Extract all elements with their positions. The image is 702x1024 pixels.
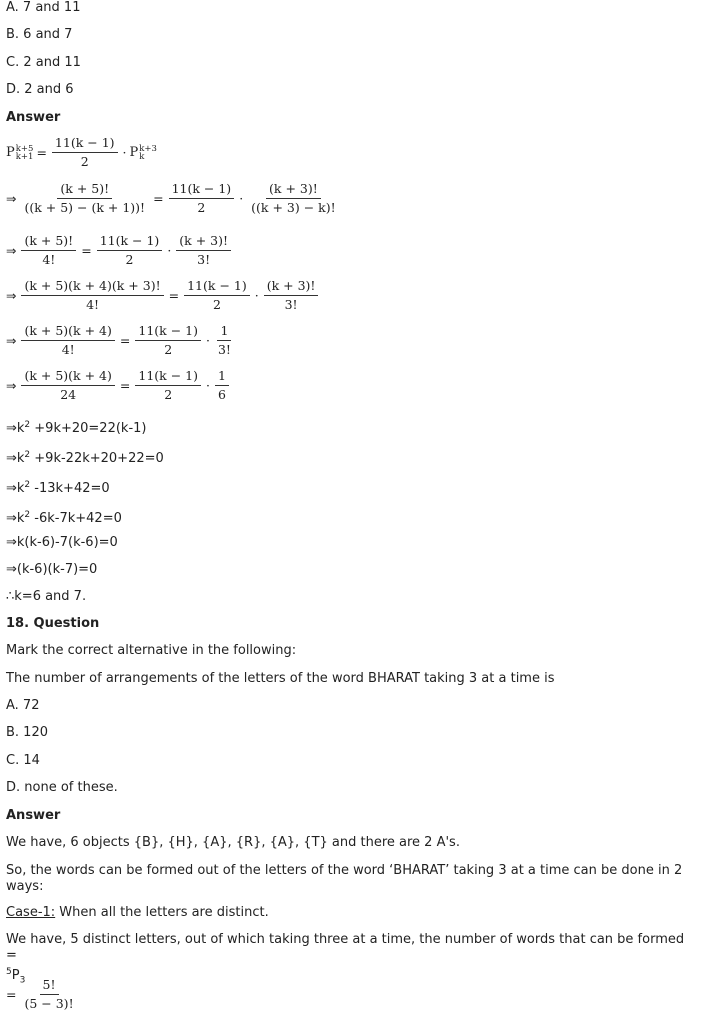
fraction-c — [215, 324, 234, 357]
fraction-b — [135, 324, 201, 357]
denominator: ((k + 5) − (k + 1))! — [24, 200, 146, 215]
equals-sign: = — [36, 145, 47, 160]
denominator: 3! — [217, 342, 231, 357]
option-b: B. 6 and 7 — [6, 27, 73, 42]
perm-notation: $^5P_3$ — [6, 967, 26, 986]
fraction-a — [21, 182, 148, 215]
fraction-a — [21, 279, 163, 312]
denominator: (5 − 3)! — [24, 996, 74, 1011]
implies-arrow: ⇒ — [6, 243, 17, 258]
q18-option-a: A. 72 — [6, 698, 40, 713]
equals-sign: = — [153, 191, 164, 206]
question-text: The number of arrangements of the letters of the word BHARAT taking 3 at a time is — [6, 671, 555, 686]
numerator: 11(k − 1) — [135, 369, 201, 386]
denominator: 4! — [61, 342, 75, 357]
denominator: 3! — [197, 252, 211, 267]
dot-operator: · — [205, 333, 210, 348]
perm-sub: k+1 — [15, 151, 34, 162]
perm-sub: k — [139, 151, 145, 162]
equation-2 — [6, 182, 341, 215]
case-label: Case-1: — [6, 905, 56, 920]
fraction-a — [21, 369, 114, 402]
answer-heading-2: Answer — [6, 808, 61, 823]
numerator: (k + 3)! — [266, 182, 321, 199]
denominator: 2 — [197, 200, 206, 215]
equals-sign: = — [119, 378, 131, 393]
question-instruction: Mark the correct alternative in the following: — [6, 643, 297, 658]
answer-heading: Answer — [6, 110, 61, 125]
q18-option-d: D. none of these. — [6, 780, 118, 795]
equals-sign: = — [6, 987, 17, 1002]
numerator: (k + 5)(k + 4) — [21, 324, 114, 341]
equation-3 — [6, 234, 233, 267]
numerator: (k + 5)! — [21, 234, 76, 251]
fraction-c — [215, 369, 229, 402]
implies-arrow: ⇒ — [6, 191, 17, 206]
step-6: ⇒(k-6)(k-7)=0 — [6, 562, 98, 577]
equation-5 — [6, 324, 236, 357]
numerator: 11(k − 1) — [97, 234, 163, 251]
implies-arrow: ⇒ — [6, 378, 17, 393]
step-3: $\Rightarrow k^2$ -13k+42=0 — [6, 480, 110, 496]
denominator: 6 — [217, 387, 226, 402]
q18-option-c: C. 14 — [6, 753, 40, 768]
case-1-line — [6, 905, 269, 921]
numerator: (k + 5)(k + 4)(k + 3)! — [21, 279, 163, 296]
q18-option-b: B. 120 — [6, 725, 48, 740]
solution-para-3 — [6, 932, 686, 989]
implies-arrow: ⇒ — [6, 288, 17, 303]
perm-base: P — [129, 144, 139, 160]
denominator: 24 — [60, 387, 77, 402]
numerator: 1 — [215, 369, 229, 386]
para-3-text: We have, 5 distinct letters, out of which taking three at a time, the number of words that can be formed = — [6, 932, 685, 963]
denominator: 2 — [164, 342, 173, 357]
equals-sign: = — [168, 288, 180, 303]
dot-operator: · — [167, 243, 172, 258]
step-5: ⇒k(k-6)-7(k-6)=0 — [6, 535, 118, 550]
numerator: (k + 3)! — [176, 234, 231, 251]
equals-sign: = — [81, 243, 92, 258]
denominator: 2 — [125, 252, 134, 267]
case-text: When all the letters are distinct. — [55, 905, 269, 920]
denominator: 2 — [164, 387, 173, 402]
fraction-c — [248, 182, 338, 215]
dot-operator: · — [239, 191, 244, 206]
numerator: 11(k − 1) — [52, 136, 118, 153]
equals-sign: = — [119, 333, 131, 348]
step-2: $\Rightarrow k^2 +9k-22k+20+22=0$ — [6, 450, 164, 466]
numerator: (k + 5)(k + 4) — [21, 369, 114, 386]
solution-para-1: We have, 6 objects {B}, {H}, {A}, {R}, {A}, {T} and there are 2 A's. — [6, 835, 460, 850]
denominator: ((k + 3) − k)! — [251, 200, 336, 215]
fraction-b — [184, 279, 250, 312]
fraction-b — [169, 182, 235, 215]
fraction-c — [176, 234, 231, 267]
dot-operator: · — [254, 288, 259, 303]
option-c: C. 2 and 11 — [6, 55, 81, 70]
denominator: 4! — [86, 297, 100, 312]
numerator: 5! — [40, 978, 59, 995]
step-1: $\Rightarrow k^2 +9k+20=22(k-1)$ — [6, 420, 147, 436]
implies-arrow: ⇒ — [6, 333, 17, 348]
dot-operator: · — [122, 145, 127, 160]
equation-6 — [6, 369, 231, 402]
perm-rhs — [130, 145, 157, 161]
fraction-a — [21, 234, 76, 267]
fraction-b — [97, 234, 163, 267]
fraction-b — [135, 369, 201, 402]
equation-4 — [6, 279, 320, 312]
denominator: 3! — [284, 297, 298, 312]
equation-1 — [6, 136, 157, 169]
perm-base: P — [6, 144, 15, 160]
denominator: 2 — [212, 297, 221, 312]
dot-operator: · — [205, 378, 210, 393]
numerator: (k + 5)! — [57, 182, 112, 199]
perm-sup: k+5 — [15, 143, 34, 154]
fraction-a — [21, 324, 114, 357]
final-equation — [6, 978, 79, 1011]
numerator: 11(k − 1) — [135, 324, 201, 341]
denominator: 2 — [80, 154, 89, 169]
numerator: 11(k − 1) — [184, 279, 250, 296]
step-4: $\Rightarrow k^2$ -6k-7k+42=0 — [6, 510, 122, 526]
question-title: 18. Question — [6, 616, 100, 631]
fraction-c — [264, 279, 319, 312]
option-d: D. 2 and 6 — [6, 82, 74, 97]
numerator: 11(k − 1) — [169, 182, 235, 199]
perm-sup: k+3 — [139, 143, 157, 154]
perm-lhs — [6, 145, 33, 161]
option-a: A. 7 and 11 — [6, 0, 81, 15]
solution-para-2: So, the words can be formed out of the letters of the word ‘BHARAT’ taking 3 at a time can be done in 2 ways: — [6, 863, 683, 894]
numerator: 1 — [217, 324, 231, 341]
conclusion: ∴k=6 and 7. — [6, 589, 87, 604]
fraction — [52, 136, 118, 169]
fraction — [21, 978, 76, 1011]
numerator: (k + 3)! — [264, 279, 319, 296]
denominator: 4! — [42, 252, 56, 267]
